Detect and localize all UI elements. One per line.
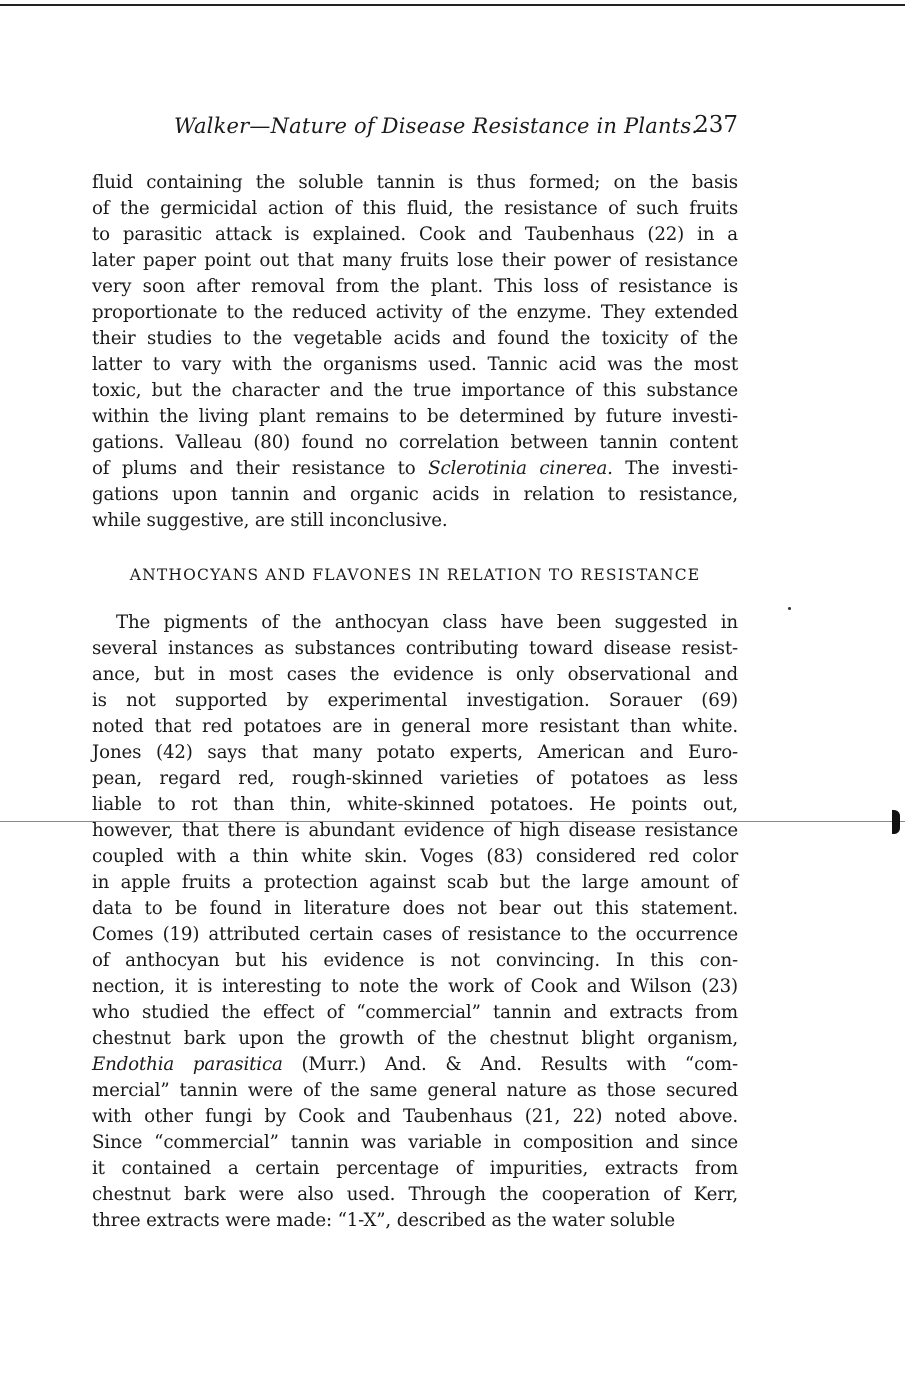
italic-taxon: Sclerotinia cinerea. [428, 458, 613, 479]
text-line: latter to vary with the organisms used. Tannic acid was the most [92, 354, 738, 375]
text-line: to parasitic attack is explained. Cook and Taubenhaus (22) in a [92, 224, 738, 245]
text-line: proportionate to the reduced activity of the enzyme. They extended [92, 302, 738, 323]
text-line: mercial” tannin were of the same general nature as those secured [92, 1080, 738, 1101]
section-heading-text: ANTHOCYANS AND FLAVONES IN RELATION TO RESISTANCE [129, 566, 701, 584]
text-line: gations. Valleau (80) found no correlation between tannin content [92, 432, 738, 453]
speck [788, 607, 791, 610]
text-line: data to be found in literature does not bear out this statement. [92, 898, 738, 919]
text-line: nection, it is interesting to note the work of Cook and Wilson (23) [92, 976, 738, 997]
text-line: very soon after removal from the plant. This loss of resistance is [92, 276, 738, 297]
text-line: gations upon tannin and organic acids in relation to resistance, [92, 484, 738, 505]
text-line: toxic, but the character and the true importance of this substance [92, 380, 738, 401]
text-line: of the germicidal action of this fluid, the resistance of such fruits [92, 198, 738, 219]
text-line: later paper point out that many fruits lose their power of resistance [92, 250, 738, 271]
text-line: is not supported by experimental investigation. Sorauer (69) [92, 690, 738, 711]
page-number: 237 [694, 112, 738, 138]
page-header [92, 112, 738, 142]
text-line: Since “commercial” tannin was variable in composition and since [92, 1132, 738, 1153]
text-line: ance, but in most cases the evidence is only observational and [92, 664, 738, 685]
text-line: liable to rot than thin, white-skinned potatoes. He points out, [92, 794, 738, 815]
text-segment: The investi- [612, 458, 738, 479]
text-line: their studies to the vegetable acids and found the toxicity of the [92, 328, 738, 349]
text-line: it contained a certain percentage of impurities, extracts from [92, 1158, 738, 1179]
paragraph-1 [92, 170, 738, 534]
text-line: with other fungi by Cook and Taubenhaus (21, 22) noted above. [92, 1106, 738, 1127]
italic-taxon: Endothia parasitica [92, 1054, 283, 1075]
text-line: several instances as substances contributing toward disease resist- [92, 638, 738, 659]
text-line: The pigments of the anthocyan class have been suggested in [116, 612, 738, 633]
text-line: coupled with a thin white skin. Voges (83) considered red color [92, 846, 738, 867]
text-line: noted that red potatoes are in general more resistant than white. [92, 716, 738, 737]
text-line: of anthocyan but his evidence is not convincing. In this con- [92, 950, 738, 971]
page-edge-mark [892, 810, 900, 834]
text-line: fluid containing the soluble tannin is thus formed; on the basis [92, 172, 738, 193]
text-line: pean, regard red, rough-skinned varieties of potatoes as less [92, 768, 738, 789]
text-line: in apple fruits a protection against scab but the large amount of [92, 872, 738, 893]
text-line [92, 1052, 738, 1078]
text-segment: of plums and their resistance to [92, 458, 429, 479]
text-line [92, 456, 738, 482]
text-line: however, that there is abundant evidence of high disease resistance [92, 820, 738, 841]
text-line: Jones (42) says that many potato experts, American and Euro- [92, 742, 738, 763]
text-line: Comes (19) attributed certain cases of resistance to the occurrence [92, 924, 738, 945]
section-heading [92, 566, 738, 584]
text-line: chestnut bark upon the growth of the chestnut blight organism, [92, 1028, 738, 1049]
paragraph-2 [92, 610, 738, 1234]
text-line: who studied the effect of “commercial” tannin and extracts from [92, 1002, 738, 1023]
running-title: Walker—Nature of Disease Resistance in Plants. [174, 114, 699, 138]
text-line: three extracts were made: “1-X”, described as the water soluble [92, 1210, 675, 1231]
text-line: within the living plant remains to be determined by future investi- [92, 406, 738, 427]
scan-top-edge [0, 4, 905, 6]
text-line: chestnut bark were also used. Through the cooperation of Kerr, [92, 1184, 738, 1205]
text-line: while suggestive, are still inconclusive. [92, 510, 448, 531]
text-segment: (Murr.) And. & And. Results with “com- [282, 1054, 738, 1075]
